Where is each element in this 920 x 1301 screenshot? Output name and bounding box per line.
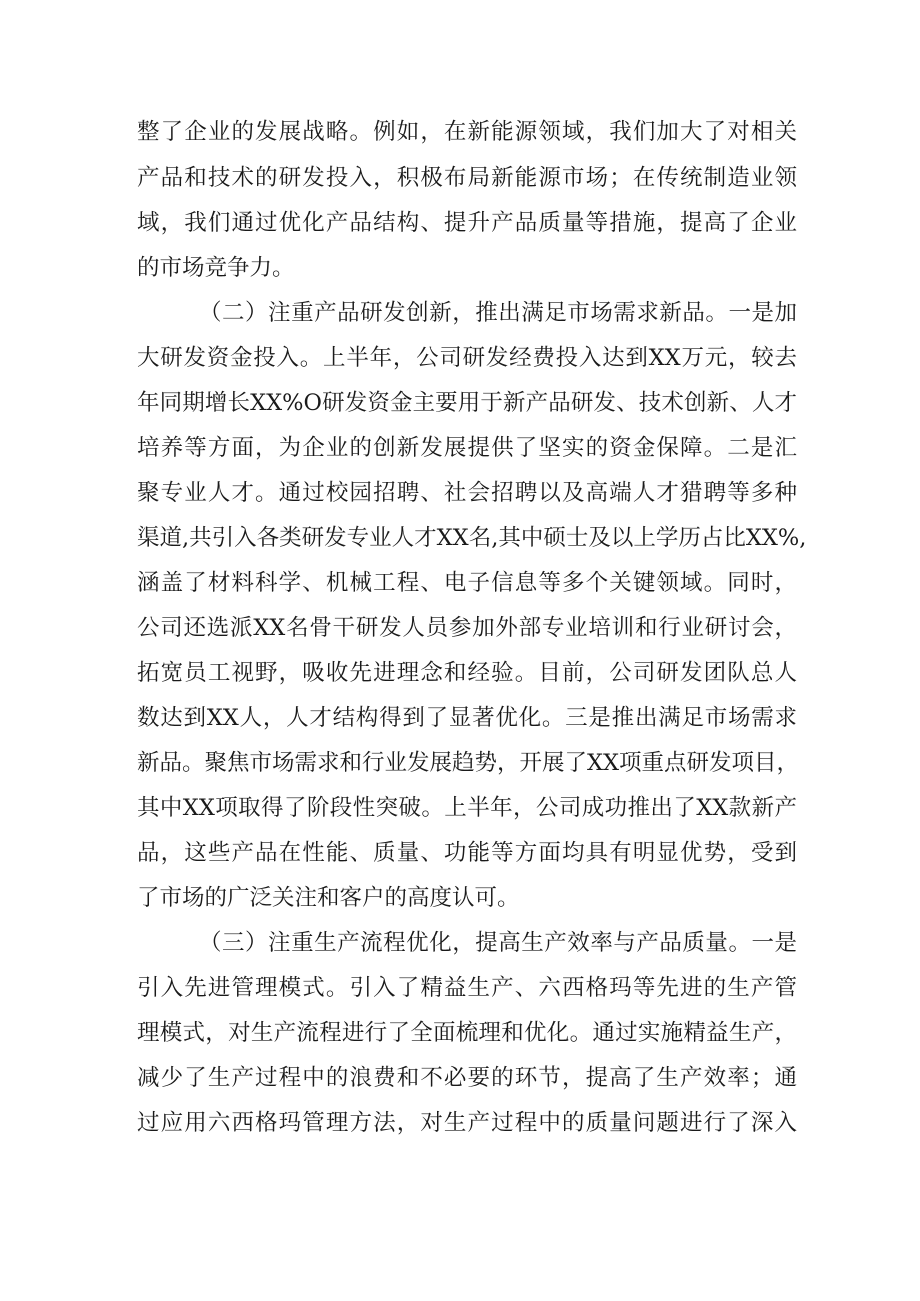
text-line: 其中XX项取得了阶段性突破。上半年，公司成功推出了XX款新产 <box>137 795 797 821</box>
text-line: 理模式，对生产流程进行了全面梳理和优化。通过实施精益生产， <box>137 1020 797 1046</box>
text-line: 产品和技术的研发投入，积极布局新能源市场；在传统制造业领 <box>137 165 797 191</box>
paragraph-start-line: （三）注重生产流程优化，提高生产效率与产品质量。一是 <box>199 930 797 956</box>
text-line: 域，我们通过优化产品结构、提升产品质量等措施，提高了企业 <box>137 210 797 236</box>
text-line: 了市场的广泛关注和客户的高度认可。 <box>137 885 520 911</box>
text-line: 引入先进管理模式。引入了精益生产、六西格玛等先进的生产管 <box>137 975 797 1001</box>
text-line: 聚专业人才。通过校园招聘、社会招聘以及高端人才猎聘等多种 <box>137 480 797 506</box>
text-line: 数达到XX人，人才结构得到了显著优化。三是推出满足市场需求 <box>137 705 797 731</box>
text-line: 品，这些产品在性能、质量、功能等方面均具有明显优势，受到 <box>137 840 797 866</box>
text-line: 的市场竞争力。 <box>137 255 295 281</box>
text-line: 拓宽员工视野，吸收先进理念和经验。目前，公司研发团队总人 <box>137 660 797 686</box>
text-line: 减少了生产过程中的浪费和不必要的环节，提高了生产效率；通 <box>137 1065 797 1091</box>
text-line: 整了企业的发展战略。例如，在新能源领域，我们加大了对相关 <box>137 119 797 145</box>
text-line: 公司还选派XX名骨干研发人员参加外部专业培训和行业研讨会， <box>137 615 797 641</box>
text-line: 涵盖了材料科学、机械工程、电子信息等多个关键领域。同时， <box>137 570 797 596</box>
text-line: 大研发资金投入。上半年，公司研发经费投入达到XX万元，较去 <box>137 345 797 371</box>
text-line: 培养等方面，为企业的创新发展提供了坚实的资金保障。二是汇 <box>137 435 797 461</box>
paragraph-start-line: （二）注重产品研发创新，推出满足市场需求新品。一是加 <box>199 300 797 326</box>
text-line: 新品。聚焦市场需求和行业发展趋势，开展了XX项重点研发项目， <box>137 750 800 776</box>
text-line: 过应用六西格玛管理方法，对生产过程中的质量问题进行了深入 <box>137 1110 797 1136</box>
text-line: 年同期增长XX%O研发资金主要用于新产品研发、技术创新、人才 <box>137 390 797 416</box>
text-line: 渠道,共引入各类研发专业人才XX名,其中硕士及以上学历占比XX%, <box>137 525 807 551</box>
